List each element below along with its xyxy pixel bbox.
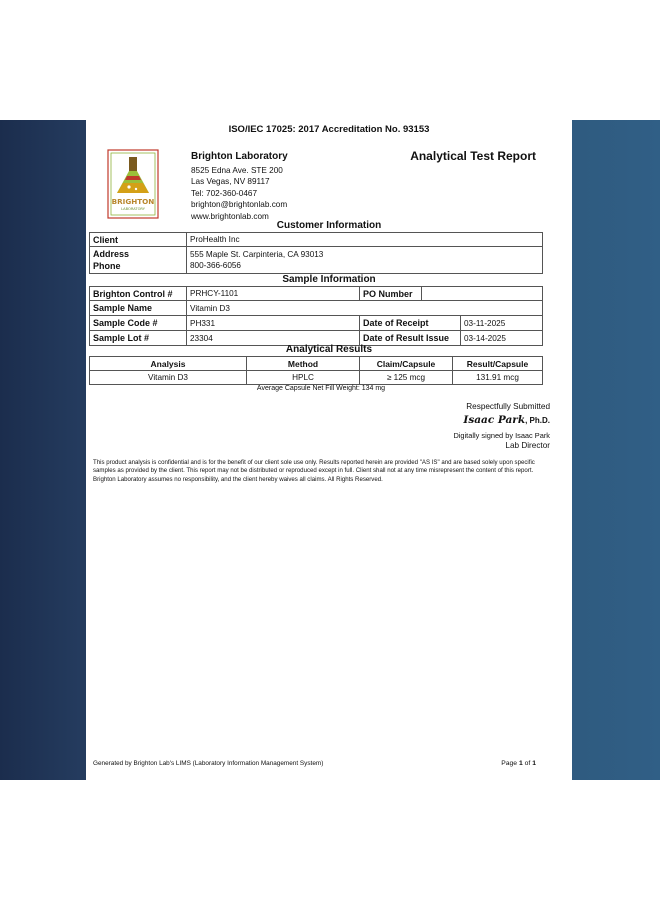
sample-code-label: Sample Code #: [90, 316, 187, 331]
po-label: PO Number: [360, 287, 422, 301]
address-phone-label-cell: [90, 247, 187, 274]
signature-degree: , Ph.D.: [525, 416, 550, 425]
sample-name-value: Vitamin D3: [187, 301, 543, 316]
method-col-header: Method: [247, 357, 360, 371]
sample-code-value: PH331: [187, 316, 360, 331]
result-col-header: Result/Capsule: [453, 357, 543, 371]
client-value: ProHealth Inc: [187, 233, 543, 247]
sample-info-heading: Sample Information: [282, 274, 376, 285]
analysis-col-header: Analysis: [90, 357, 247, 371]
analytical-results-heading: Analytical Results: [285, 344, 373, 355]
table-row: [90, 316, 543, 331]
table-row: [90, 247, 543, 274]
table-row: [90, 287, 543, 301]
table-row: [90, 233, 543, 247]
method-cell: HPLC: [247, 371, 360, 385]
control-label: Brighton Control #: [90, 287, 187, 301]
sample-lot-value: 23304: [187, 331, 360, 346]
lims-footer: Generated by Brighton Lab's LIMS (Laboratory Information Management System): [93, 760, 324, 767]
page-total: 1: [532, 760, 536, 767]
lab-email-link[interactable]: brighton@brightonlab.com: [191, 200, 288, 210]
issue-date-label: Date of Result Issue: [360, 331, 461, 346]
customer-info-heading: Customer Information: [276, 220, 382, 231]
signature-name: Isaac Park: [463, 414, 526, 426]
table-row: [90, 357, 543, 371]
table-row: [90, 371, 543, 385]
table-row: [90, 301, 543, 316]
sample-name-label: Sample Name: [90, 301, 187, 316]
issue-date-value: 03-14-2025: [461, 331, 543, 346]
accreditation-line: ISO/IEC 17025: 2017 Accreditation No. 93153: [228, 124, 430, 135]
report-title: Analytical Test Report: [410, 149, 536, 163]
address-value: 555 Maple St. Carpinteria, CA 93013: [190, 250, 324, 259]
client-label: Client: [90, 233, 187, 247]
lab-phone: Tel: 702-360-0467: [191, 188, 258, 198]
po-value: [422, 287, 543, 301]
disclaimer-text: This product analysis is confidential and is for the benefit of our client sole use only. Results reported herein are provided "AS IS" and are based solely upon specific samples as provided by the client. This report may not be distributed or reproduced except in full. Client shall not at any time misrepresent the content of this report. Brighton Laboratory assumes no responsibility, and the client hereby waives all claims. All Rights Reserved.: [93, 459, 535, 483]
report-page: [86, 120, 572, 780]
logo-subtitle: LABORATORY: [121, 207, 145, 211]
lab-name: Brighton Laboratory: [191, 151, 288, 162]
address-label: Address: [93, 249, 130, 259]
page-of: of: [522, 760, 533, 767]
sample-details-table: [89, 300, 543, 346]
lab-address-line2: Las Vegas, NV 89117: [191, 177, 270, 187]
signer-role: Lab Director: [505, 441, 550, 450]
page-number: [501, 760, 536, 767]
claim-cell: ≥ 125 mcg: [360, 371, 453, 385]
result-cell: 131.91 mcg: [453, 371, 543, 385]
lab-address-line1: 8525 Edna Ave. STE 200: [191, 166, 283, 175]
receipt-date-value: 03-11-2025: [461, 316, 543, 331]
lab-contact-block: [191, 165, 287, 222]
page-current: 1: [518, 760, 523, 767]
page-prefix: Page: [501, 760, 519, 767]
claim-col-header: Claim/Capsule: [360, 357, 453, 371]
lab-website-link[interactable]: www.brightonlab.com: [191, 211, 269, 221]
sample-lot-label: Sample Lot #: [90, 331, 187, 346]
logo-wordmark: BRIGHTON: [111, 197, 155, 206]
brighton-logo: [107, 149, 159, 219]
submitted-line: Respectfully Submitted: [466, 402, 550, 411]
customer-info-table: [89, 232, 543, 274]
digital-signature-note: Digitally signed by Isaac Park: [453, 431, 550, 440]
control-value: PRHCY-1101: [187, 287, 360, 301]
address-phone-value-cell: [187, 247, 543, 274]
sample-info-table: [89, 286, 543, 301]
fill-weight-note: Average Capsule Net Fill Weight: 134 mg: [256, 385, 386, 392]
phone-value: 800-366-6056: [190, 261, 241, 270]
phone-label: Phone: [93, 261, 121, 271]
signature-line: [463, 414, 550, 426]
analytical-results-table: [89, 356, 543, 385]
receipt-date-label: Date of Receipt: [360, 316, 461, 331]
analysis-cell: Vitamin D3: [90, 371, 247, 385]
